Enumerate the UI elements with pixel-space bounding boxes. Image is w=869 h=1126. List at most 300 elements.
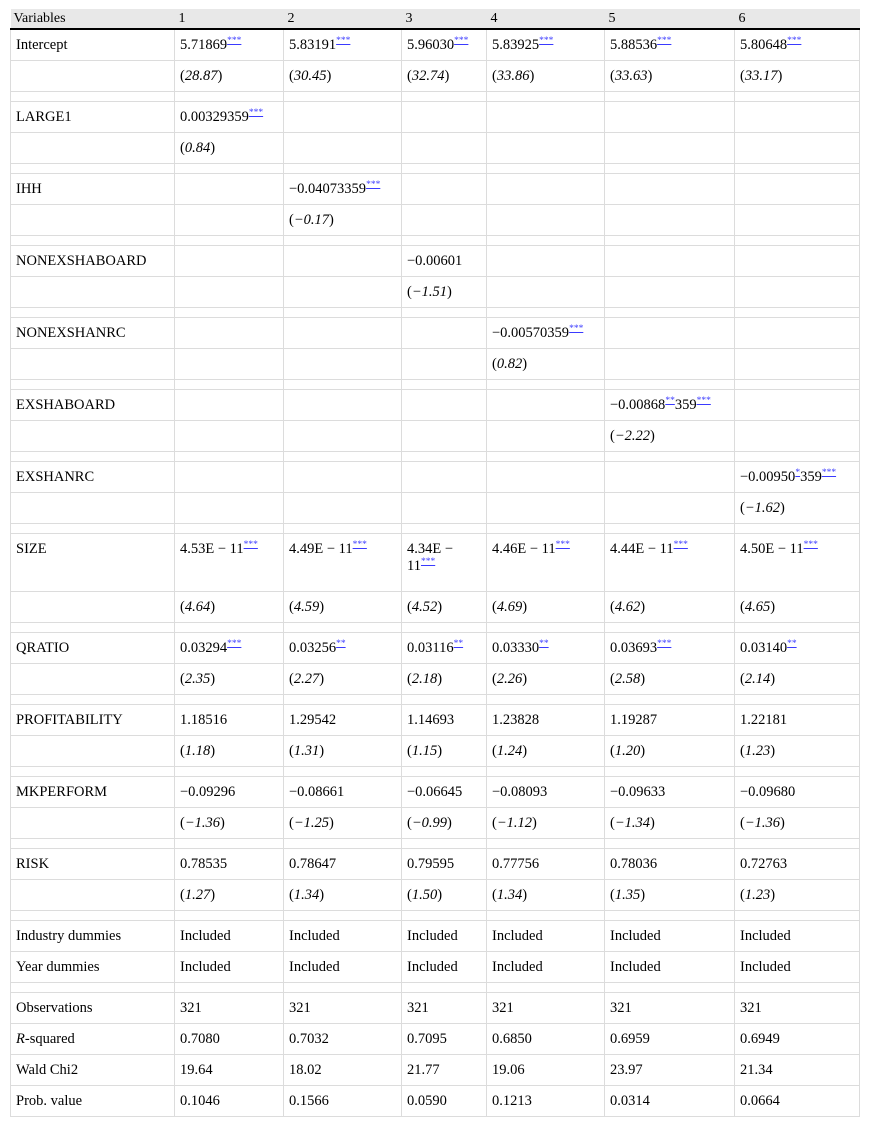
table-row (11, 493, 860, 524)
row-label: RISK (11, 849, 175, 880)
significance-marker[interactable]: *** (821, 467, 837, 478)
table-cell: 321 (402, 993, 487, 1024)
table-cell (175, 318, 284, 349)
table-row (11, 61, 860, 92)
row-label: Prob. value (11, 1086, 175, 1117)
spacer-cell (487, 164, 605, 174)
spacer-cell (487, 911, 605, 921)
spacer-cell (11, 767, 175, 777)
table-cell: 0.6850 (487, 1024, 605, 1055)
table-cell: 0.78647 (284, 849, 402, 880)
spacer-cell (175, 695, 284, 705)
significance-marker[interactable]: ** (787, 638, 797, 649)
table-cell: 4.50E − 11*** (735, 534, 860, 592)
spacer-cell (175, 236, 284, 246)
t-statistic: 2.14 (744, 670, 771, 687)
table-row (11, 534, 860, 592)
significance-marker[interactable]: *** (803, 540, 818, 551)
significance-marker[interactable]: *** (248, 107, 264, 118)
row-label (11, 736, 175, 767)
table-cell: 0.03693*** (605, 633, 735, 664)
table-cell: −0.08093 (487, 777, 605, 808)
table-cell (284, 133, 402, 164)
t-statistic: −1.36 (184, 814, 221, 831)
table-cell: 0.03330** (487, 633, 605, 664)
table-row (11, 592, 860, 623)
spacer-cell (402, 92, 487, 102)
spacer-cell (284, 524, 402, 534)
spacer-cell (605, 236, 735, 246)
spacer-row (11, 236, 860, 246)
table-cell: (1.23) (735, 880, 860, 911)
table-cell (284, 390, 402, 421)
table-cell: (30.45) (284, 61, 402, 92)
t-statistic: −0.17 (293, 211, 330, 228)
table-cell: 0.79595 (402, 849, 487, 880)
regression-table (10, 9, 860, 1117)
t-statistic: 4.69 (496, 598, 523, 615)
table-row (11, 777, 860, 808)
table-cell: 0.7080 (175, 1024, 284, 1055)
spacer-cell (284, 911, 402, 921)
table-cell (735, 277, 860, 308)
spacer-cell (11, 983, 175, 993)
spacer-row (11, 983, 860, 993)
spacer-cell (284, 164, 402, 174)
table-row (11, 349, 860, 380)
significance-marker[interactable]: *** (657, 638, 672, 649)
table-cell (284, 493, 402, 524)
row-label-italic: R (16, 1030, 25, 1047)
table-cell (735, 390, 860, 421)
spacer-cell (605, 695, 735, 705)
table-row (11, 133, 860, 164)
t-statistic: −1.12 (496, 814, 533, 831)
significance-marker[interactable]: *** (336, 35, 351, 46)
header-cell: 5 (605, 9, 735, 29)
table-cell (402, 421, 487, 452)
t-statistic: 1.18 (184, 742, 211, 759)
table-body (11, 29, 860, 1117)
spacer-cell (735, 236, 860, 246)
table-cell (175, 493, 284, 524)
spacer-cell (735, 452, 860, 462)
row-label (11, 592, 175, 623)
spacer-cell (605, 452, 735, 462)
t-statistic: 1.31 (293, 742, 320, 759)
row-label: Industry dummies (11, 921, 175, 952)
spacer-cell (735, 767, 860, 777)
spacer-row (11, 767, 860, 777)
table-cell: (4.52) (402, 592, 487, 623)
table-cell (284, 349, 402, 380)
table-cell (605, 102, 735, 133)
table-cell: (−2.22) (605, 421, 735, 452)
table-cell: 4.44E − 11*** (605, 534, 735, 592)
table-cell: 321 (284, 993, 402, 1024)
table-cell: Included (735, 921, 860, 952)
table-row (11, 462, 860, 493)
table-cell: 5.88536*** (605, 29, 735, 61)
significance-marker[interactable]: ** (539, 638, 549, 649)
t-statistic: 4.59 (293, 598, 320, 615)
row-label: Year dummies (11, 952, 175, 983)
table-cell: 5.96030*** (402, 29, 487, 61)
table-cell: Included (487, 952, 605, 983)
table-cell (175, 421, 284, 452)
table-cell: (1.15) (402, 736, 487, 767)
table-cell: (−1.25) (284, 808, 402, 839)
row-label (11, 133, 175, 164)
table-cell: Included (284, 921, 402, 952)
t-statistic: 1.34 (293, 886, 320, 903)
t-statistic: −2.22 (614, 427, 651, 444)
row-label: Intercept (11, 29, 175, 61)
significance-marker[interactable]: *** (352, 540, 367, 551)
table-cell: Included (284, 952, 402, 983)
table-cell: 0.77756 (487, 849, 605, 880)
table-cell: (1.31) (284, 736, 402, 767)
significance-marker[interactable]: ** (336, 638, 346, 649)
row-label: EXSHABOARD (11, 390, 175, 421)
table-cell (175, 349, 284, 380)
t-statistic: 2.58 (614, 670, 641, 687)
table-cell: Included (175, 952, 284, 983)
spacer-cell (487, 236, 605, 246)
table-cell: (1.23) (735, 736, 860, 767)
spacer-row (11, 695, 860, 705)
table-cell: 0.78036 (605, 849, 735, 880)
table-cell: −0.04073359*** (284, 174, 402, 205)
spacer-cell (487, 380, 605, 390)
row-label (11, 808, 175, 839)
table-cell: −0.06645 (402, 777, 487, 808)
spacer-row (11, 839, 860, 849)
table-cell: Included (487, 921, 605, 952)
spacer-cell (487, 983, 605, 993)
table-cell: 1.18516 (175, 705, 284, 736)
t-statistic: 4.52 (411, 598, 438, 615)
spacer-cell (284, 452, 402, 462)
header-cell: 1 (175, 9, 284, 29)
t-statistic: 4.62 (614, 598, 641, 615)
table-cell (735, 205, 860, 236)
table-cell: 4.34E − 11*** (402, 534, 487, 592)
table-cell: 0.78535 (175, 849, 284, 880)
table-cell: Included (175, 921, 284, 952)
t-statistic: −0.99 (411, 814, 448, 831)
table-cell (487, 102, 605, 133)
table-cell (402, 349, 487, 380)
spacer-cell (284, 695, 402, 705)
table-cell: (4.65) (735, 592, 860, 623)
table-cell: Included (402, 921, 487, 952)
row-label: Observations (11, 993, 175, 1024)
spacer-cell (605, 983, 735, 993)
row-label (11, 277, 175, 308)
table-cell: (2.26) (487, 664, 605, 695)
spacer-cell (605, 839, 735, 849)
spacer-cell (605, 767, 735, 777)
significance-marker[interactable]: *** (696, 395, 711, 406)
table-cell: (2.18) (402, 664, 487, 695)
spacer-cell (402, 308, 487, 318)
table-cell: Included (402, 952, 487, 983)
table-cell: (33.86) (487, 61, 605, 92)
spacer-cell (175, 983, 284, 993)
t-statistic: 0.82 (496, 355, 523, 372)
spacer-row (11, 308, 860, 318)
spacer-cell (735, 92, 860, 102)
spacer-cell (735, 623, 860, 633)
significance-marker[interactable]: *** (227, 638, 242, 649)
table-cell: (1.34) (284, 880, 402, 911)
table-cell: (2.14) (735, 664, 860, 695)
table-cell (402, 390, 487, 421)
table-cell: 23.97 (605, 1055, 735, 1086)
table-cell: (33.17) (735, 61, 860, 92)
table-cell (284, 421, 402, 452)
row-label: LARGE1 (11, 102, 175, 133)
table-cell (735, 246, 860, 277)
row-label: IHH (11, 174, 175, 205)
table-cell: 0.1213 (487, 1086, 605, 1117)
spacer-cell (735, 695, 860, 705)
spacer-cell (402, 695, 487, 705)
spacer-cell (175, 452, 284, 462)
spacer-cell (402, 380, 487, 390)
table-cell (284, 102, 402, 133)
spacer-cell (605, 308, 735, 318)
table-cell: 4.53E − 11*** (175, 534, 284, 592)
table-cell (735, 174, 860, 205)
spacer-cell (402, 164, 487, 174)
table-cell (175, 277, 284, 308)
t-statistic: 30.45 (293, 67, 327, 84)
significance-marker[interactable]: *** (657, 35, 672, 46)
header-cell: 2 (284, 9, 402, 29)
spacer-cell (175, 164, 284, 174)
table-cell: −0.08661 (284, 777, 402, 808)
table-row (11, 736, 860, 767)
significance-marker[interactable]: *** (569, 323, 584, 334)
spacer-cell (284, 308, 402, 318)
table-cell: (−1.51) (402, 277, 487, 308)
table-cell: 4.49E − 11*** (284, 534, 402, 592)
table-cell: (−1.12) (487, 808, 605, 839)
t-statistic: −1.25 (293, 814, 330, 831)
t-statistic: 33.17 (744, 67, 778, 84)
significance-marker[interactable]: *** (454, 35, 469, 46)
table-cell: −0.00950*359*** (735, 462, 860, 493)
table-row (11, 633, 860, 664)
spacer-cell (284, 92, 402, 102)
table-cell: 19.06 (487, 1055, 605, 1086)
spacer-cell (487, 767, 605, 777)
table-cell: (32.74) (402, 61, 487, 92)
table-cell (487, 277, 605, 308)
table-cell: 18.02 (284, 1055, 402, 1086)
spacer-cell (487, 839, 605, 849)
t-statistic: 1.15 (411, 742, 438, 759)
spacer-cell (487, 524, 605, 534)
significance-marker[interactable]: ** (453, 638, 464, 649)
table-cell (605, 493, 735, 524)
table-cell: −0.00570359*** (487, 318, 605, 349)
spacer-cell (11, 695, 175, 705)
table-cell: −0.09680 (735, 777, 860, 808)
header-cell: 4 (487, 9, 605, 29)
table-row (11, 205, 860, 236)
table-cell (487, 174, 605, 205)
spacer-cell (402, 767, 487, 777)
row-label: NONEXSHANRC (11, 318, 175, 349)
table-cell (284, 462, 402, 493)
header-row (11, 9, 860, 29)
table-cell (175, 246, 284, 277)
table-cell: (0.84) (175, 133, 284, 164)
t-statistic: 1.20 (614, 742, 641, 759)
t-statistic: −1.36 (744, 814, 781, 831)
spacer-cell (735, 524, 860, 534)
spacer-cell (11, 524, 175, 534)
table-cell: 0.7095 (402, 1024, 487, 1055)
table-cell (402, 205, 487, 236)
spacer-cell (487, 308, 605, 318)
significance-marker[interactable]: * (795, 467, 801, 478)
significance-marker[interactable]: *** (673, 540, 688, 551)
spacer-cell (735, 911, 860, 921)
spacer-cell (605, 911, 735, 921)
t-statistic: 0.84 (184, 139, 211, 156)
significance-marker[interactable]: *** (227, 35, 242, 46)
significance-marker[interactable]: *** (420, 557, 436, 568)
t-statistic: 33.63 (614, 67, 648, 84)
spacer-cell (175, 767, 284, 777)
spacer-cell (735, 308, 860, 318)
table-cell: (4.64) (175, 592, 284, 623)
table-cell: (2.35) (175, 664, 284, 695)
spacer-cell (284, 380, 402, 390)
spacer-cell (402, 452, 487, 462)
spacer-cell (284, 839, 402, 849)
table-cell (402, 493, 487, 524)
table-cell (487, 390, 605, 421)
spacer-cell (11, 236, 175, 246)
table-cell (605, 462, 735, 493)
table-cell (605, 133, 735, 164)
table-row (11, 921, 860, 952)
table-cell: 321 (175, 993, 284, 1024)
table-cell: 321 (605, 993, 735, 1024)
table-row (11, 993, 860, 1024)
spacer-cell (402, 911, 487, 921)
table-cell (487, 246, 605, 277)
t-statistic: −1.34 (614, 814, 651, 831)
spacer-cell (735, 983, 860, 993)
table-cell (605, 174, 735, 205)
table-cell: (4.62) (605, 592, 735, 623)
significance-marker[interactable]: *** (787, 35, 802, 46)
row-label: NONEXSHABOARD (11, 246, 175, 277)
spacer-cell (175, 911, 284, 921)
t-statistic: 1.35 (614, 886, 641, 903)
significance-marker[interactable]: *** (555, 540, 570, 551)
table-row (11, 880, 860, 911)
significance-marker[interactable]: *** (243, 540, 258, 551)
table-cell (284, 277, 402, 308)
table-cell (284, 318, 402, 349)
row-label: Wald Chi2 (11, 1055, 175, 1086)
t-statistic: 1.50 (411, 886, 438, 903)
spacer-cell (487, 695, 605, 705)
table-cell: (2.58) (605, 664, 735, 695)
spacer-cell (402, 524, 487, 534)
t-statistic: 32.74 (411, 67, 445, 84)
table-row (11, 29, 860, 61)
table-row (11, 174, 860, 205)
significance-marker[interactable]: *** (539, 35, 554, 46)
table-row (11, 102, 860, 133)
table-cell: 0.1566 (284, 1086, 402, 1117)
table-cell: −0.09633 (605, 777, 735, 808)
row-label (11, 349, 175, 380)
table-cell (735, 349, 860, 380)
row-label: PROFITABILITY (11, 705, 175, 736)
table-cell: Included (735, 952, 860, 983)
t-statistic: −1.62 (744, 499, 781, 516)
table-row (11, 808, 860, 839)
spacer-cell (175, 380, 284, 390)
t-statistic: 33.86 (496, 67, 530, 84)
t-statistic: 2.18 (411, 670, 438, 687)
spacer-cell (175, 308, 284, 318)
significance-marker[interactable]: ** (665, 395, 675, 406)
table-cell: 1.19287 (605, 705, 735, 736)
table-cell: 5.83191*** (284, 29, 402, 61)
spacer-cell (284, 623, 402, 633)
table-cell: (0.82) (487, 349, 605, 380)
spacer-cell (402, 839, 487, 849)
spacer-cell (735, 839, 860, 849)
table-cell: −0.09296 (175, 777, 284, 808)
spacer-cell (605, 524, 735, 534)
t-statistic: 28.87 (184, 67, 218, 84)
table-cell (175, 174, 284, 205)
table-row (11, 1086, 860, 1117)
table-cell: (−0.17) (284, 205, 402, 236)
spacer-cell (11, 839, 175, 849)
table-cell (487, 205, 605, 236)
row-label (11, 493, 175, 524)
table-cell: (−1.36) (735, 808, 860, 839)
table-row (11, 390, 860, 421)
t-statistic: 2.35 (184, 670, 211, 687)
table-cell: (1.50) (402, 880, 487, 911)
table-cell: 0.03256** (284, 633, 402, 664)
table-cell: (4.69) (487, 592, 605, 623)
table-cell: 0.6949 (735, 1024, 860, 1055)
row-label: R-squared (11, 1024, 175, 1055)
spacer-row (11, 164, 860, 174)
table-row (11, 318, 860, 349)
table-cell: 21.77 (402, 1055, 487, 1086)
table-row (11, 277, 860, 308)
table-cell: (−0.99) (402, 808, 487, 839)
table-row (11, 952, 860, 983)
spacer-cell (284, 767, 402, 777)
significance-marker[interactable]: *** (366, 179, 381, 190)
